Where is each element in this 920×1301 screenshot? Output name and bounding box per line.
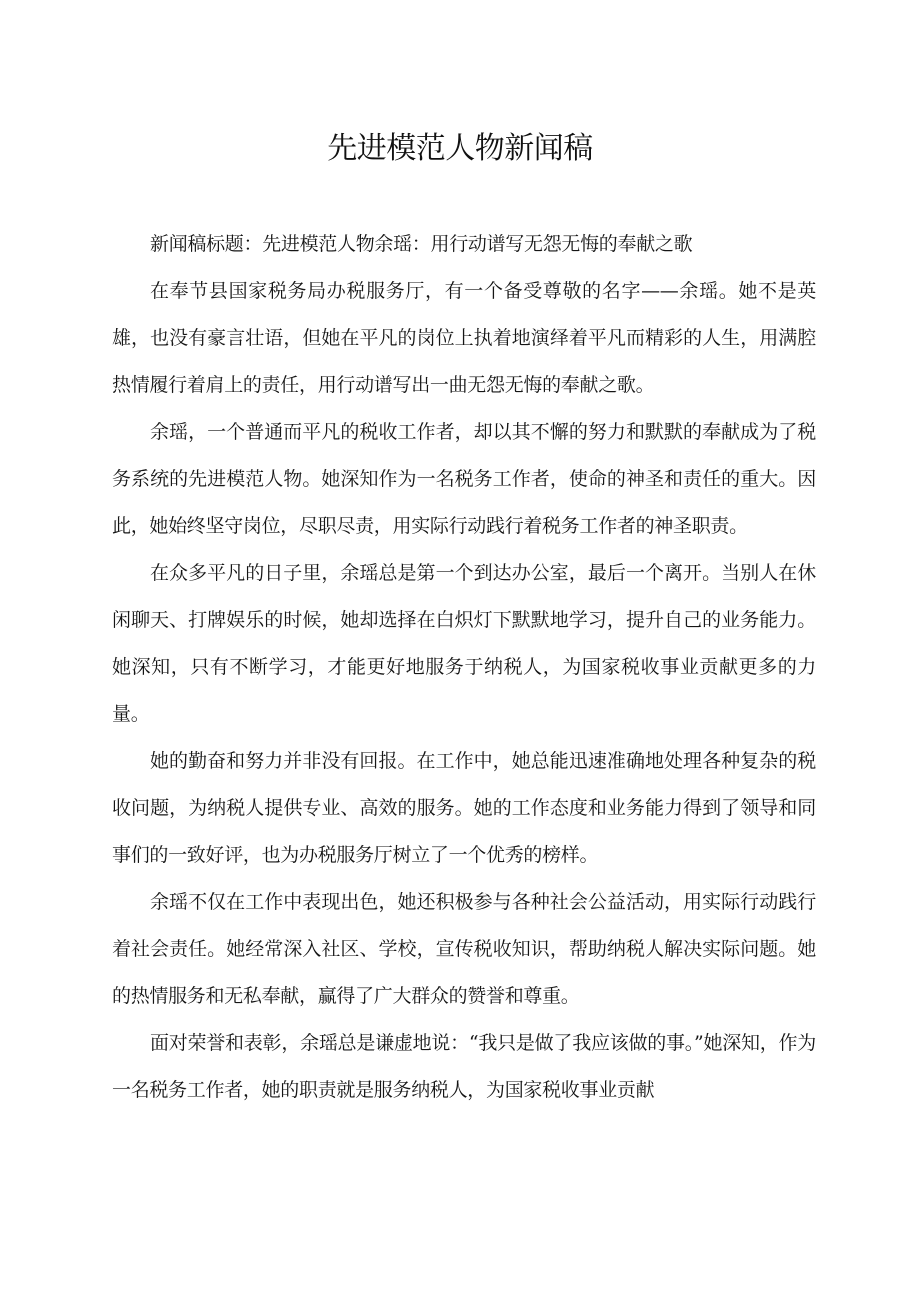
body-paragraph: 余瑶不仅在工作中表现出色，她还积极参与各种社会公益活动，用实际行动践行着社会责任。她经常深入社区、学校，宣传税收知识，帮助纳税人解决实际问题。她的热情服务和无私奉献，赢得了广大群众的赞誉和尊重。 (112, 891, 816, 1007)
headline-paragraph: 新闻稿标题：先进模范人物余瑶：用行动谱写无怨无悔的奉献之歌 (150, 233, 693, 255)
body-paragraph: 在众多平凡的日子里，余瑶总是第一个到达办公室，最后一个离开。当别人在休闲聊天、打牌娱乐的时候，她却选择在白炽灯下默默地学习，提升自己的业务能力。她深知，只有不断学习，才能更好地服务于纳税人，为国家税收事业贡献更多的力量。 (112, 562, 816, 725)
body-paragraph: 面对荣誉和表彰，余瑶总是谦虚地说：“我只是做了我应该做的事。”她深知，作为一名税务工作者，她的职责就是服务纳税人，为国家税收事业贡献 (112, 1032, 816, 1101)
document-body (112, 221, 816, 1114)
body-paragraph: 在奉节县国家税务局办税服务厅，有一个备受尊敬的名字——余瑶。她不是英雄，也没有豪言壮语，但她在平凡的岗位上执着地演绎着平凡而精彩的人生，用满腔热情履行着肩上的责任，用行动谱写出一曲无怨无悔的奉献之歌。 (112, 280, 816, 396)
body-paragraph: 她的勤奋和努力并非没有回报。在工作中，她总能迅速准确地处理各种复杂的税收问题，为纳税人提供专业、高效的服务。她的工作态度和业务能力得到了领导和同事们的一致好评，也为办税服务厅树立了一个优秀的榜样。 (112, 750, 816, 866)
document-title: 先进模范人物新闻稿 (327, 131, 593, 166)
body-paragraph: 余瑶，一个普通而平凡的税收工作者，却以其不懈的努力和默默的奉献成为了税务系统的先进模范人物。她深知作为一名税务工作者，使命的神圣和责任的重大。因此，她始终坚守岗位，尽职尽责，用实际行动践行着税务工作者的神圣职责。 (112, 421, 816, 537)
